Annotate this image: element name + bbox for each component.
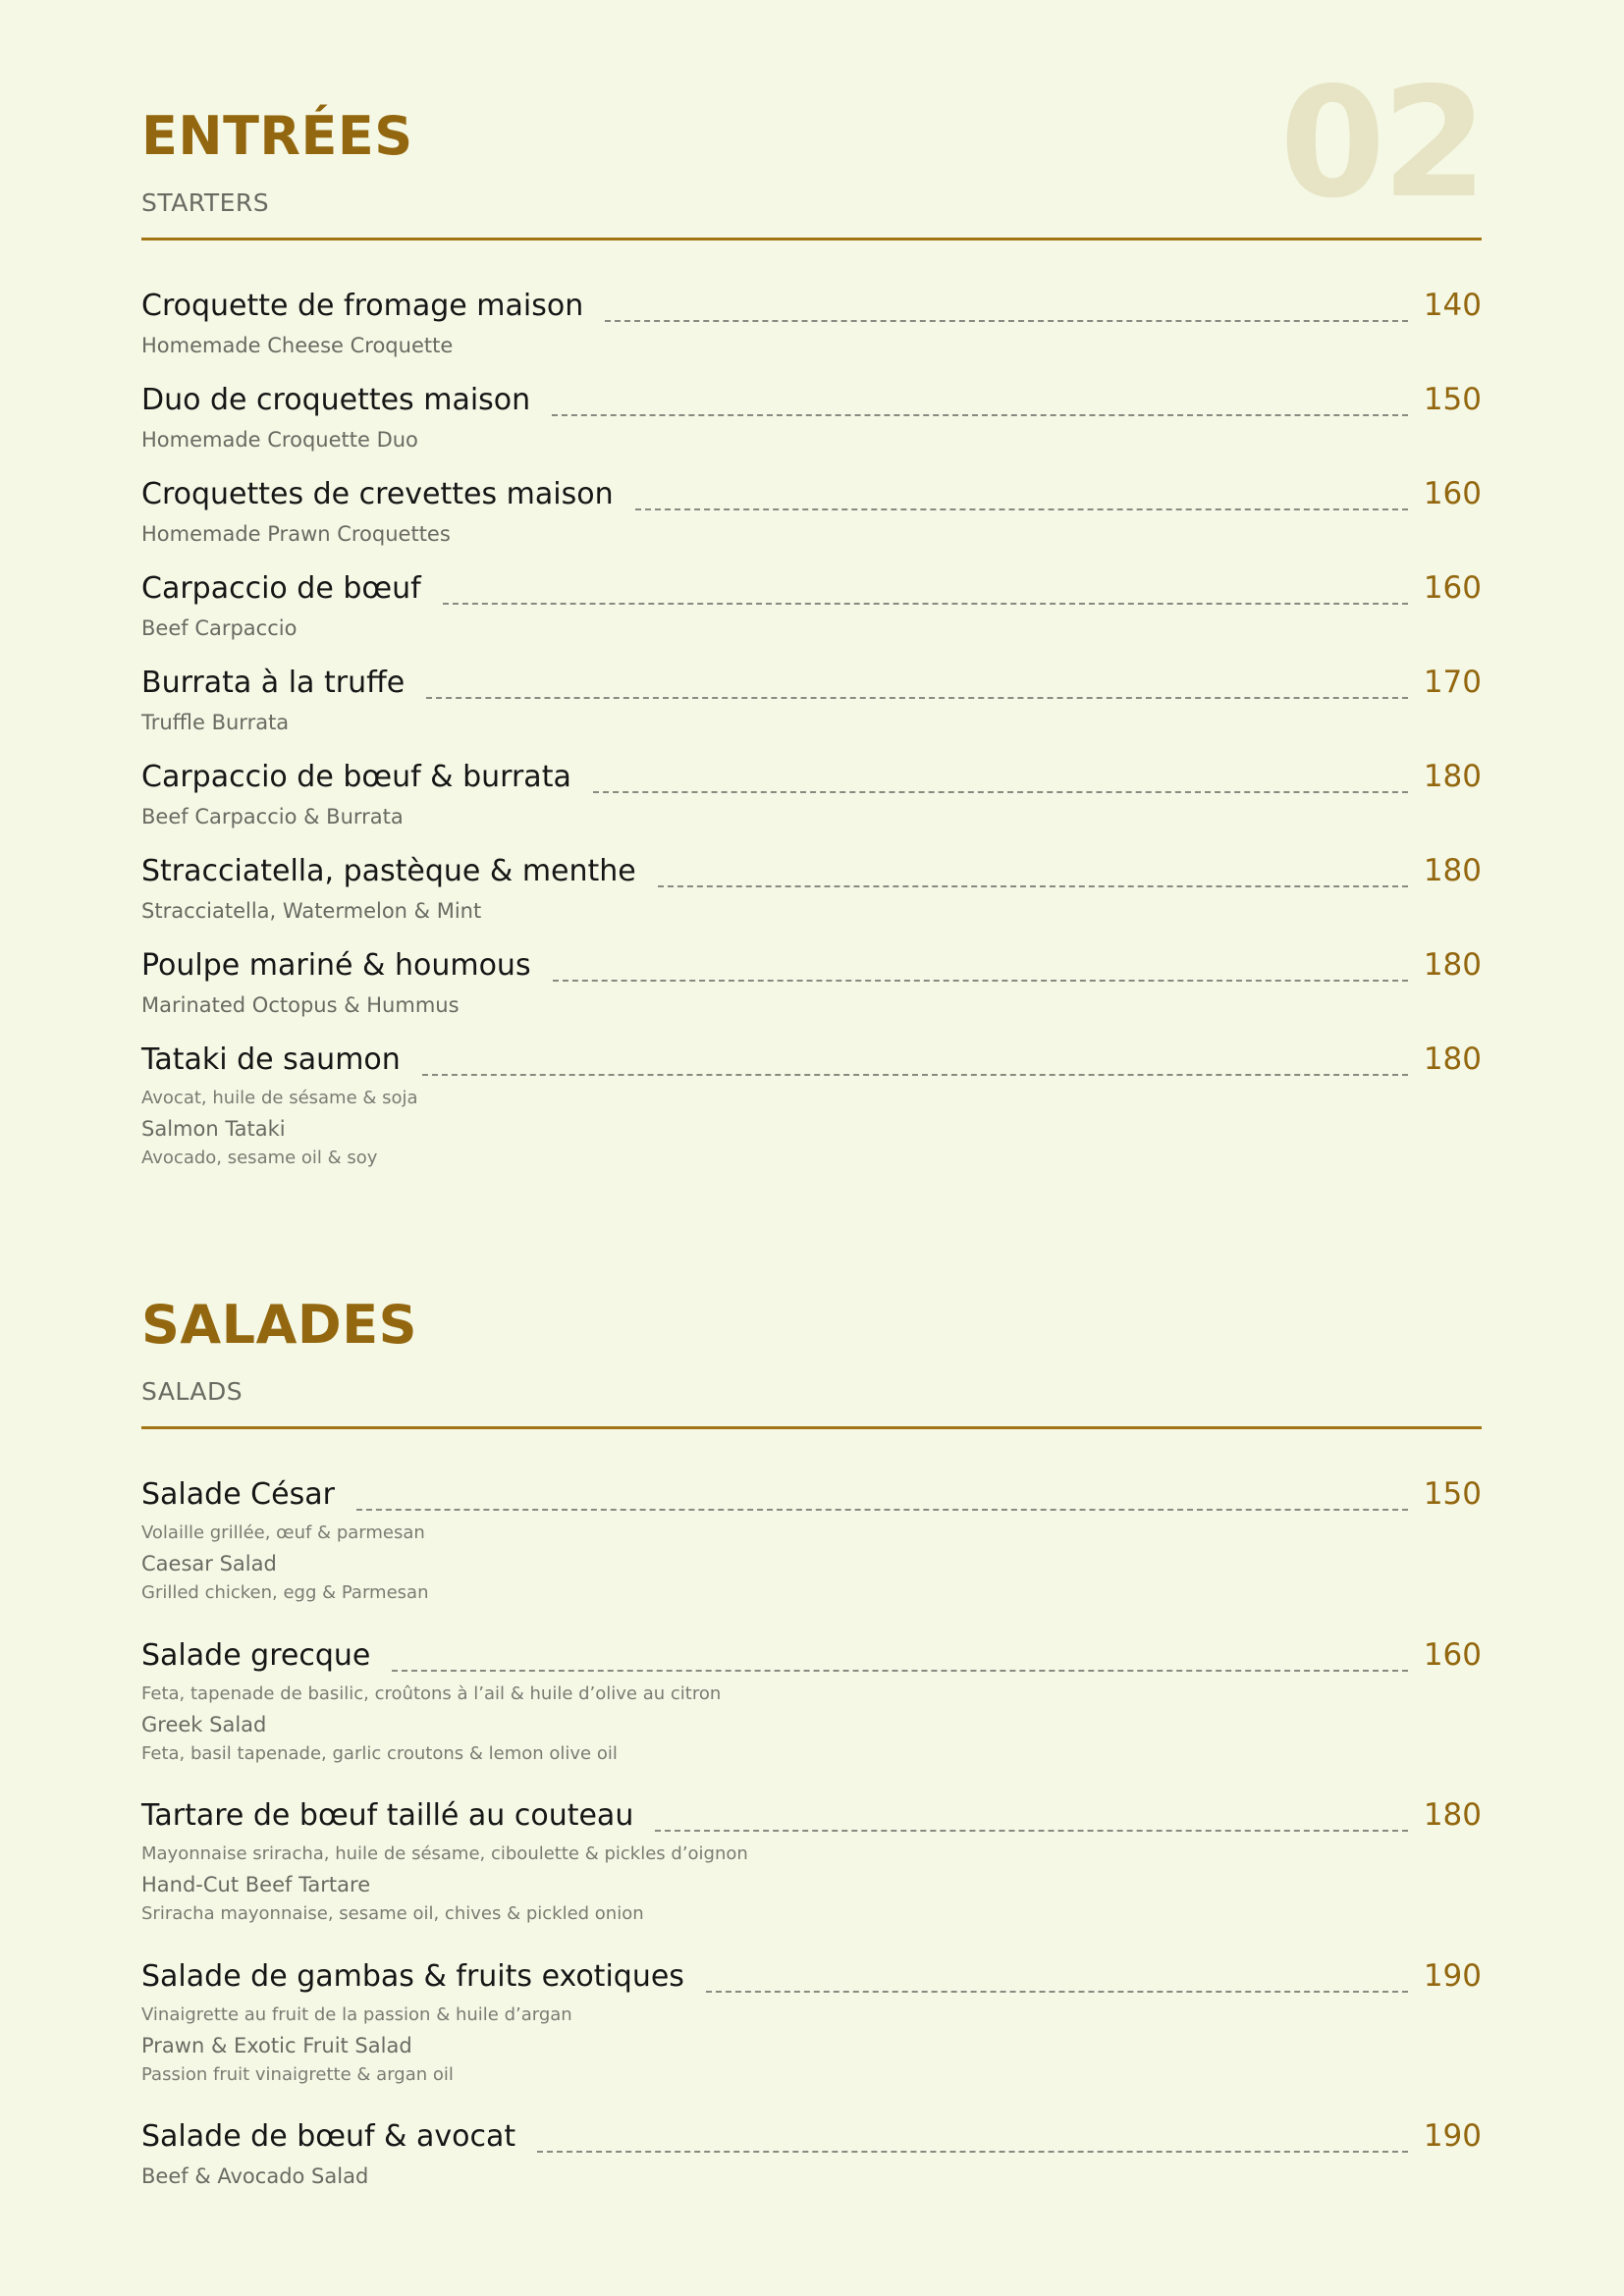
item-description-en: Feta, basil tapenade, garlic croutons & lemon olive oil bbox=[141, 1743, 618, 1764]
item-name: Stracciatella, pastèque & menthe bbox=[141, 854, 636, 888]
item-english-name: Beef Carpaccio & Burrata bbox=[141, 805, 404, 828]
item-price: 140 bbox=[1423, 288, 1482, 323]
menu-item bbox=[141, 667, 1482, 733]
item-description-fr: Vinaigrette au fruit de la passion & huile d’argan bbox=[141, 2004, 572, 2025]
item-price: 180 bbox=[1423, 853, 1482, 888]
item-name: Croquettes de crevettes maison bbox=[141, 477, 614, 511]
salades-section bbox=[141, 1294, 1482, 2221]
dotted-leader bbox=[356, 1509, 1408, 1511]
item-price: 150 bbox=[1423, 1476, 1482, 1512]
item-name: Tartare de bœuf taillé au couteau bbox=[141, 1798, 634, 1833]
item-english-name: Salmon Tataki bbox=[141, 1117, 286, 1141]
section-divider bbox=[141, 238, 1482, 240]
item-price: 180 bbox=[1423, 1041, 1482, 1077]
section-title: SALADES bbox=[141, 1294, 417, 1356]
dotted-leader bbox=[422, 1074, 1408, 1076]
item-name: Salade César bbox=[141, 1477, 335, 1512]
item-description-fr: Mayonnaise sriracha, huile de sésame, ciboulette & pickles d’oignon bbox=[141, 1843, 748, 1864]
menu-item bbox=[141, 947, 1482, 1017]
dotted-leader bbox=[706, 1991, 1408, 1993]
menu-item bbox=[141, 2118, 1482, 2188]
item-price: 160 bbox=[1423, 1637, 1482, 1673]
menu-item bbox=[141, 1637, 1482, 1764]
item-name: Salade de bœuf & avocat bbox=[141, 2119, 516, 2154]
menu-item bbox=[141, 1958, 1482, 2085]
menu-item bbox=[141, 759, 1482, 828]
dotted-leader bbox=[553, 980, 1408, 982]
item-price: 180 bbox=[1423, 1797, 1482, 1833]
item-english-name: Beef & Avocado Salad bbox=[141, 2164, 369, 2188]
menu-item bbox=[141, 476, 1482, 546]
item-price: 160 bbox=[1423, 476, 1482, 511]
dotted-leader bbox=[426, 697, 1408, 699]
item-description-en: Grilled chicken, egg & Parmesan bbox=[141, 1582, 429, 1603]
item-description-en: Passion fruit vinaigrette & argan oil bbox=[141, 2064, 454, 2085]
item-description-en: Sriracha mayonnaise, sesame oil, chives & pickled onion bbox=[141, 1903, 644, 1924]
menu-item bbox=[141, 853, 1482, 923]
item-price: 190 bbox=[1423, 2118, 1482, 2154]
dotted-leader bbox=[593, 791, 1408, 793]
menu-item bbox=[141, 1041, 1482, 1168]
item-english-name: Greek Salad bbox=[141, 1713, 267, 1736]
item-english-name: Homemade Croquette Duo bbox=[141, 428, 418, 452]
section-subtitle: STARTERS bbox=[141, 188, 270, 217]
item-english-name: Stracciatella, Watermelon & Mint bbox=[141, 899, 482, 923]
item-english-name: Prawn & Exotic Fruit Salad bbox=[141, 2034, 412, 2057]
dotted-leader bbox=[605, 320, 1408, 322]
item-name: Burrata à la truffe bbox=[141, 666, 406, 700]
dotted-leader bbox=[658, 885, 1408, 887]
item-name: Poulpe mariné & houmous bbox=[141, 948, 531, 983]
item-english-name: Hand-Cut Beef Tartare bbox=[141, 1873, 371, 1896]
item-price: 180 bbox=[1423, 947, 1482, 983]
page-number: 02 bbox=[1279, 54, 1484, 232]
item-price: 170 bbox=[1423, 665, 1482, 700]
item-english-name: Homemade Cheese Croquette bbox=[141, 334, 454, 357]
item-description-fr: Volaille grillée, œuf & parmesan bbox=[141, 1522, 425, 1543]
dotted-leader bbox=[443, 603, 1408, 605]
dotted-leader bbox=[655, 1830, 1408, 1832]
item-description-fr: Avocat, huile de sésame & soja bbox=[141, 1088, 418, 1108]
item-description-fr: Feta, tapenade de basilic, croûtons à l’ail & huile d’olive au citron bbox=[141, 1683, 722, 1704]
menu-item bbox=[141, 1797, 1482, 1924]
item-english-name: Marinated Octopus & Hummus bbox=[141, 993, 460, 1017]
item-description-en: Avocado, sesame oil & soy bbox=[141, 1148, 378, 1168]
menu-item bbox=[141, 382, 1482, 452]
item-price: 180 bbox=[1423, 759, 1482, 794]
item-english-name: Truffle Burrata bbox=[141, 711, 290, 734]
menu-item bbox=[141, 288, 1482, 357]
dotted-leader bbox=[537, 2151, 1408, 2153]
dotted-leader bbox=[392, 1670, 1407, 1672]
item-price: 160 bbox=[1423, 570, 1482, 606]
item-price: 190 bbox=[1423, 1958, 1482, 1994]
item-name: Salade grecque bbox=[141, 1638, 371, 1673]
dotted-leader bbox=[552, 414, 1408, 416]
menu-item bbox=[141, 570, 1482, 640]
item-name: Carpaccio de bœuf & burrata bbox=[141, 760, 571, 794]
item-price: 150 bbox=[1423, 382, 1482, 417]
item-english-name: Beef Carpaccio bbox=[141, 616, 298, 640]
item-name: Carpaccio de bœuf bbox=[141, 571, 421, 606]
entrees-section bbox=[141, 105, 1482, 1209]
item-name: Tataki de saumon bbox=[141, 1042, 401, 1077]
item-english-name: Homemade Prawn Croquettes bbox=[141, 522, 451, 546]
item-name: Salade de gambas & fruits exotiques bbox=[141, 1959, 684, 1994]
section-subtitle: SALADS bbox=[141, 1377, 244, 1406]
section-divider bbox=[141, 1426, 1482, 1429]
section-title: ENTRÉES bbox=[141, 105, 413, 167]
item-english-name: Caesar Salad bbox=[141, 1552, 277, 1575]
menu-item bbox=[141, 1476, 1482, 1603]
dotted-leader bbox=[635, 508, 1408, 510]
item-name: Duo de croquettes maison bbox=[141, 383, 531, 417]
item-name: Croquette de fromage maison bbox=[141, 289, 584, 323]
